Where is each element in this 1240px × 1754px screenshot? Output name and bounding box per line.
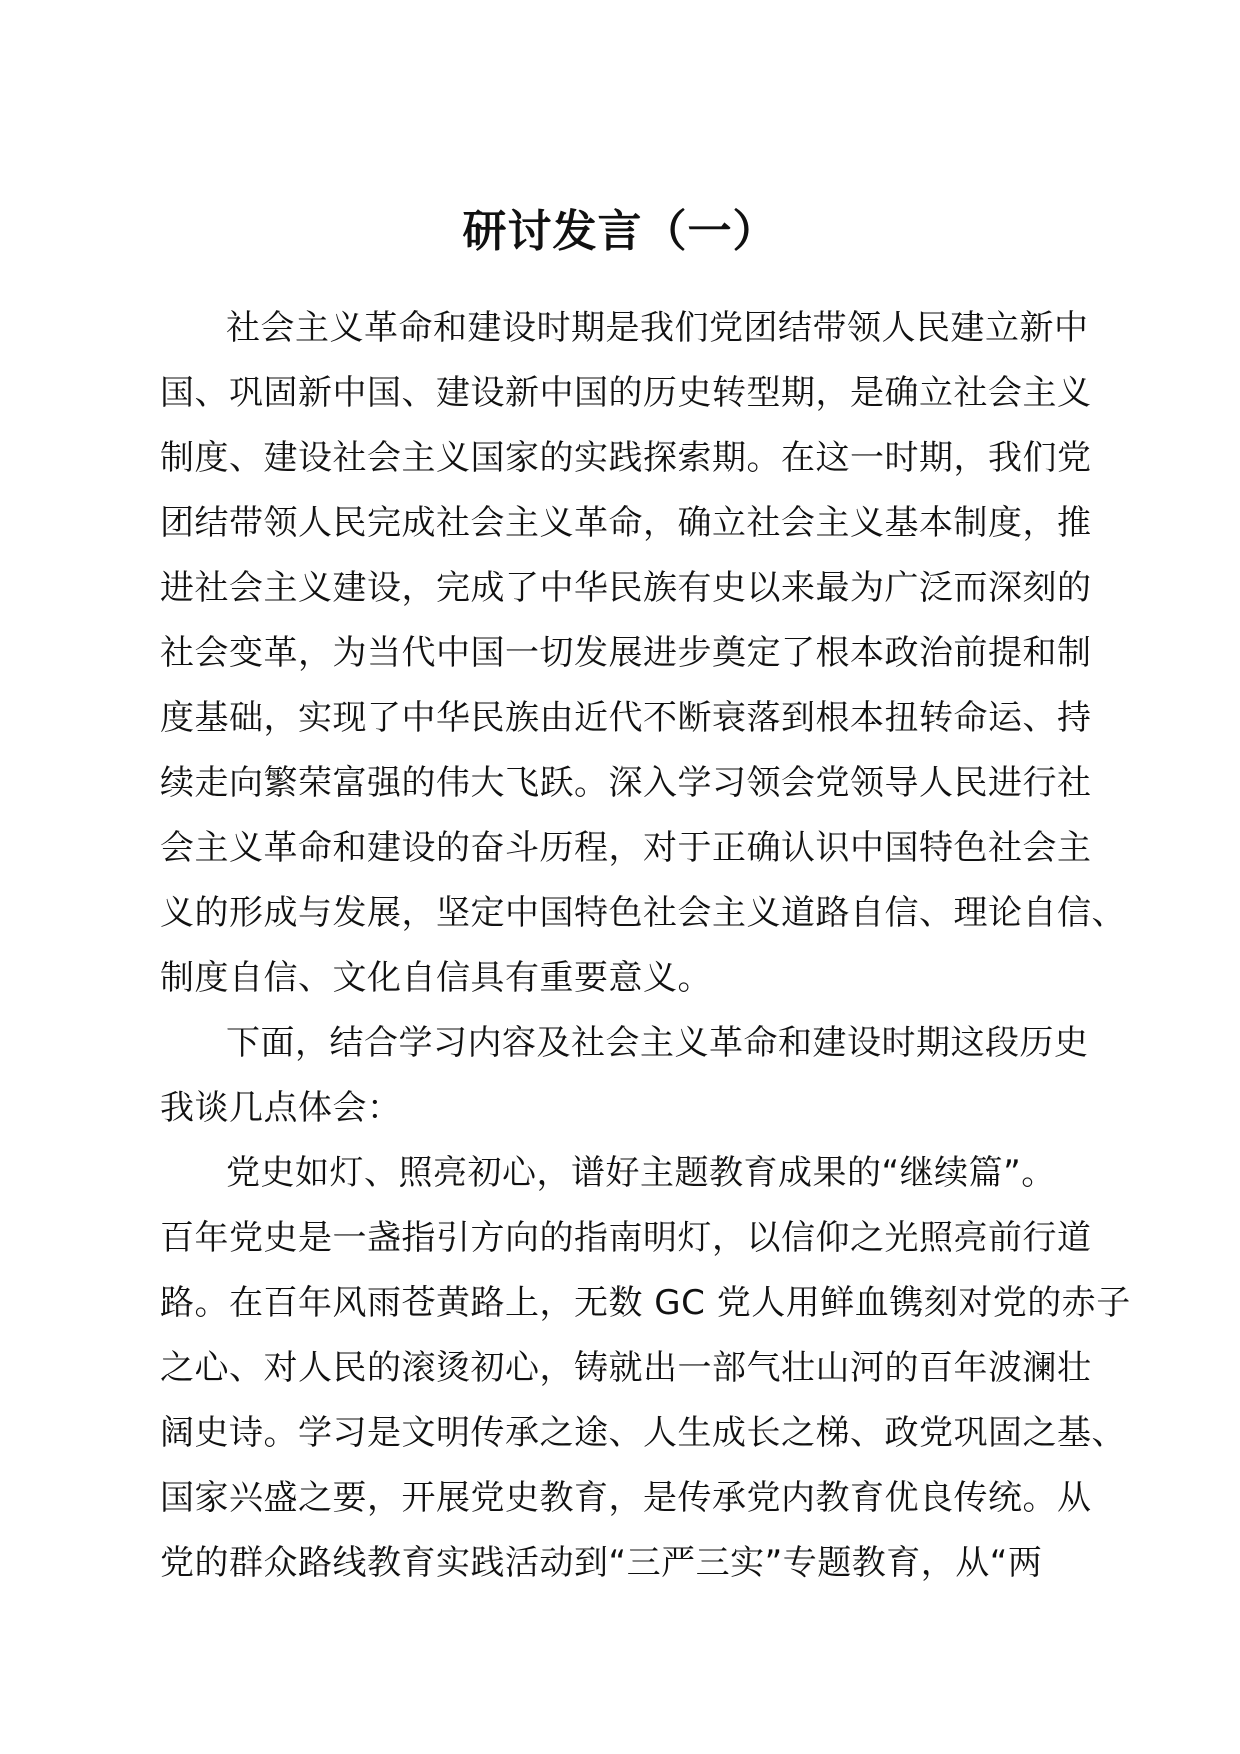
body-line: 社会变革，为当代中国一切发展进步奠定了根本政治前提和制 bbox=[160, 633, 1092, 673]
body-line: 国家兴盛之要，开展党史教育，是传承党内教育优良传统。从 bbox=[160, 1478, 1092, 1518]
body-line: 社会主义革命和建设时期是我们党团结带领人民建立新中 bbox=[226, 308, 1089, 348]
body-line: 之心、对人民的滚烫初心，铸就出一部气壮山河的百年波澜壮 bbox=[160, 1348, 1092, 1388]
document-body bbox=[160, 296, 1131, 1596]
body-line: 国、巩固新中国、建设新中国的历史转型期，是确立社会主义 bbox=[160, 373, 1092, 413]
body-line: 我谈几点体会： bbox=[160, 1088, 402, 1128]
body-line: 度基础，实现了中华民族由近代不断衰落到根本扭转命运、持 bbox=[160, 698, 1092, 738]
body-line: 义的形成与发展，坚定中国特色社会主义道路自信、理论自信、 bbox=[160, 893, 1126, 933]
body-line: 制度、建设社会主义国家的实践探索期。在这一时期，我们党 bbox=[160, 438, 1092, 478]
body-line: 制度自信、文化自信具有重要意义。 bbox=[160, 958, 712, 998]
body-line: 进社会主义建设，完成了中华民族有史以来最为广泛而深刻的 bbox=[160, 568, 1092, 608]
body-line: 会主义革命和建设的奋斗历程，对于正确认识中国特色社会主 bbox=[160, 828, 1092, 868]
body-line: 团结带领人民完成社会主义革命，确立社会主义基本制度，推 bbox=[160, 503, 1092, 543]
document-title: 研讨发言（一） bbox=[462, 206, 778, 257]
body-line: 党史如灯、照亮初心，谱好主题教育成果的“继续篇”。 bbox=[226, 1153, 1056, 1193]
body-line: 路。在百年风雨苍黄路上，无数 GC 党人用鲜血镌刻对党的赤子 bbox=[160, 1283, 1131, 1323]
body-line: 续走向繁荣富强的伟大飞跃。深入学习领会党领导人民进行社 bbox=[160, 763, 1092, 803]
body-line: 下面，结合学习内容及社会主义革命和建设时期这段历史 bbox=[226, 1023, 1089, 1063]
body-line: 百年党史是一盏指引方向的指南明灯，以信仰之光照亮前行道 bbox=[160, 1218, 1092, 1258]
body-line: 阔史诗。学习是文明传承之途、人生成长之梯、政党巩固之基、 bbox=[160, 1413, 1126, 1453]
body-line: 党的群众路线教育实践活动到“三严三实”专题教育，从“两 bbox=[160, 1543, 1043, 1583]
